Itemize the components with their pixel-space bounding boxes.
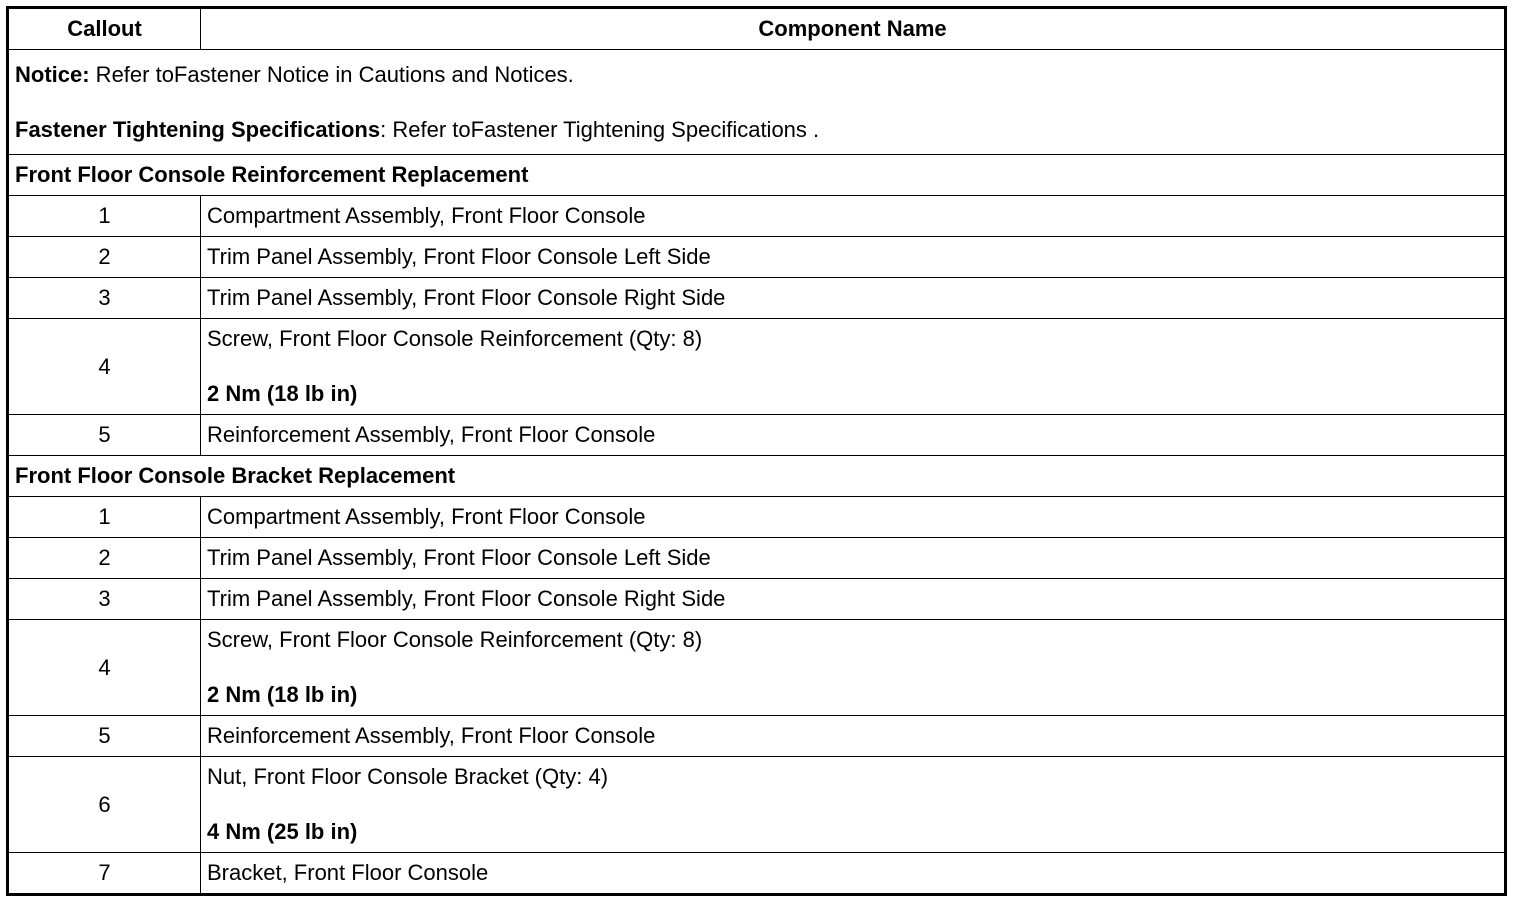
callout-cell: 2: [8, 538, 201, 579]
callout-cell: 6: [8, 757, 201, 853]
table-row: [8, 853, 1506, 895]
section-row: [8, 155, 1506, 196]
component-name-cell: [201, 620, 1506, 716]
callout-cell: 1: [8, 497, 201, 538]
callout-cell: 7: [8, 853, 201, 895]
spec-label: Fastener Tightening Specifications: [15, 116, 381, 142]
component-name-cell: Trim Panel Assembly, Front Floor Console Right Side: [201, 278, 1506, 319]
notice-cell: [8, 50, 1506, 155]
notice-text: Refer toFastener Notice in Cautions and Notices.: [89, 61, 574, 87]
table-row: [8, 196, 1506, 237]
callout-cell: 3: [8, 278, 201, 319]
component-name-cell: [201, 757, 1506, 853]
table-row: [8, 620, 1506, 716]
table-row: [8, 757, 1506, 853]
table-row: [8, 538, 1506, 579]
notice-label: Notice:: [15, 61, 90, 87]
component-name-text: Screw, Front Floor Console Reinforcement (Qty: 8): [207, 326, 703, 351]
section-row: [8, 456, 1506, 497]
component-name-text: Screw, Front Floor Console Reinforcement (Qty: 8): [207, 627, 703, 652]
spec-colon: :: [380, 116, 387, 142]
component-name-cell: Compartment Assembly, Front Floor Console: [201, 196, 1506, 237]
callout-header: Callout: [8, 8, 201, 50]
section-title: Front Floor Console Reinforcement Replacement: [8, 155, 1506, 196]
table-row: [8, 237, 1506, 278]
callout-cell: 4: [8, 319, 201, 415]
component-table: [6, 6, 1507, 896]
spec-paragraph: [15, 117, 1498, 143]
notice-paragraph: [15, 62, 1498, 88]
table-row: [8, 278, 1506, 319]
component-name-cell: Trim Panel Assembly, Front Floor Console Right Side: [201, 579, 1506, 620]
callout-cell: 2: [8, 237, 201, 278]
torque-spec: 4 Nm (25 lb in): [207, 819, 358, 844]
component-name-cell: Trim Panel Assembly, Front Floor Console Left Side: [201, 237, 1506, 278]
callout-cell: 5: [8, 716, 201, 757]
callout-cell: 5: [8, 415, 201, 456]
component-name-cell: Reinforcement Assembly, Front Floor Console: [201, 716, 1506, 757]
component-name-cell: Compartment Assembly, Front Floor Console: [201, 497, 1506, 538]
component-name-header: Component Name: [201, 8, 1506, 50]
callout-cell: 4: [8, 620, 201, 716]
notice-row: [8, 50, 1506, 155]
table-row: [8, 319, 1506, 415]
component-name-cell: Reinforcement Assembly, Front Floor Console: [201, 415, 1506, 456]
component-name-cell: Bracket, Front Floor Console: [201, 853, 1506, 895]
component-name-cell: [201, 319, 1506, 415]
component-name-text: Nut, Front Floor Console Bracket (Qty: 4): [207, 764, 609, 789]
component-name-cell: Trim Panel Assembly, Front Floor Console Left Side: [201, 538, 1506, 579]
header-row: [8, 8, 1506, 50]
section-title: Front Floor Console Bracket Replacement: [8, 456, 1506, 497]
table-row: [8, 415, 1506, 456]
table-row: [8, 497, 1506, 538]
spec-text: Refer toFastener Tightening Specifications .: [386, 116, 820, 142]
torque-spec: 2 Nm (18 lb in): [207, 682, 358, 707]
callout-cell: 3: [8, 579, 201, 620]
table-row: [8, 716, 1506, 757]
callout-cell: 1: [8, 196, 201, 237]
table-row: [8, 579, 1506, 620]
torque-spec: 2 Nm (18 lb in): [207, 381, 358, 406]
